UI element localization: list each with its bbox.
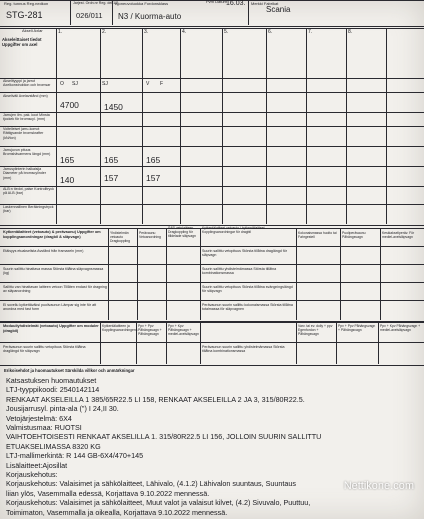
coupling-col-line [200, 228, 201, 320]
note-line: LTJ-mallimerkintä: R 144 GB-6X4/470+145 [6, 451, 144, 461]
axle-number-2: 2. [102, 29, 107, 35]
note-line: Jousijarrusyl. pinta-ala (") I 24,II 30. [6, 404, 119, 414]
grid-line [0, 186, 424, 187]
modular-col: Ppv + Ppv Påhängsvagn + Påhängsvagn [138, 324, 162, 337]
brand-value: Scania [266, 5, 291, 14]
note-line: Katsastuksen huomautukset [6, 376, 97, 385]
row-label: Jarrujuvun pituus Bromshävarmens längd (mm) [3, 148, 51, 157]
type-value: N3 / Kuorma-auto [118, 12, 182, 21]
coupling-col-line [296, 228, 297, 320]
coupling-col-line [108, 228, 109, 320]
row-label: Jarrujen ilm. pak. koot Minsta tjockek för bromscyl. (mm) [3, 113, 50, 122]
axle-number-1: 1. [58, 29, 63, 35]
row-label: Jarrusylinterin halkaisija Diameter på bromscylinder (mm) [3, 167, 46, 180]
coupling-col-line [340, 228, 341, 320]
modular-col: Varv. tai ev. dolly + ppv Egenfordon + Påhängsvagn [298, 324, 333, 337]
coupling-row: Sallittu van hinattavan laitteen vetoon Tillåten endast för dragning av släpanordning [3, 285, 107, 294]
notes-body [6, 376, 321, 517]
axle-number-8: 8. [348, 29, 353, 35]
cell-value: 165 [104, 155, 119, 165]
coupling-cell: Suurin sallittu vetopituus Största tillåtna draglängd för släpvagn [202, 249, 287, 258]
note-line: ETUAKSELIMASSA 8320 KG [6, 441, 101, 451]
note-line: Lisälaitteet:Ajosillat [6, 460, 68, 470]
axle-number-6: 6. [268, 29, 273, 35]
coupling-col: Perävaunu Vetoanordning [139, 231, 161, 240]
coupling-col: SAP-vetolaitteen Dragkoppling för tilldelade släpvagn [168, 226, 196, 239]
row-label: ALB:n tiedot, palse Kontrolltryck på ALB (bar) [3, 187, 54, 196]
cell-value: 157 [104, 173, 119, 183]
note-line: Toimimaton, Vasemmalla ja oikealla, Korjattava 9.10.2022 mennessä. [6, 507, 228, 517]
axle-section-title: Akseleittaiset tiedot Uppgifter om axel [2, 37, 42, 47]
coupling-col: Keskiakseliperäv. För mediel-axelsläpvagn [382, 231, 415, 240]
cell-value: 1450 [104, 102, 123, 112]
grid-line [0, 112, 424, 113]
grid-line [0, 126, 424, 127]
grid-line [0, 78, 424, 79]
coupling-col: Yhdistelmän vetoauto Dragkoppling [110, 231, 130, 244]
modular-title: Moduuliyhdistelmät (vetoauto) Uppgifter om moduler (dragbil) [3, 324, 99, 333]
coupling-col: Kytkentälaitteet vetoauto / kytkentälaitteet Kopplingsanordningar för dragbil [202, 226, 265, 235]
note-line: LTJ-tyyppikoodi: 2540142114 [6, 385, 100, 395]
modular-row: Perävaunun suurin sallittu vetopituus Största tillåtna draglängd för släpvagn [3, 345, 86, 354]
cell-value: 4700 [60, 100, 79, 110]
sub-code-f: F [160, 81, 164, 87]
coupling-row: Ei sovellu kytkettäväksi puolivaunun Lämpar sig inte för att anordna med fast form [3, 303, 97, 312]
modular-col: Kytkentälaitteen ja Kopplingsanordningens [102, 324, 138, 333]
grid-line [0, 92, 424, 93]
modular-col-line [296, 322, 297, 364]
coupling-col: Puoliperävaunu Påhängsvagn [342, 231, 366, 240]
cell-value: 165 [146, 155, 161, 165]
note-line: Vetojärjestelmä: 6X4 [6, 413, 72, 423]
modular-col-line [378, 322, 379, 364]
row-label: Akselityyppi ja jarrut Axelkonstruktion och bromsar [3, 79, 51, 88]
modular-col-line [100, 322, 101, 364]
modular-col-line [166, 322, 167, 364]
watermark: Nettikone.com [343, 480, 414, 492]
modular-col-line [336, 322, 337, 364]
axle-header: Akseli Axlar [22, 28, 43, 33]
axle-number-7: 7. [308, 29, 313, 35]
notes-title: Erikoisehdot ja huomautukset Särskilda villkor och anmärkningar [4, 368, 135, 373]
note-line: VAIHTOEHTOISESTI RENKAAT AKSELILLA 1. 315/80R22.5 LI 156, JOLLOIN SUURIN SALLITTU [6, 432, 322, 442]
header-divider [248, 0, 249, 25]
coupling-col-line [137, 228, 138, 320]
brand-label: Merkki Fabrikat [251, 1, 279, 6]
coupling-cell: Suurin sallittu yhdistelmämassa Största tillåtna kombinationsmassa [202, 267, 277, 276]
grid-line [0, 282, 424, 283]
axle-grid [0, 28, 424, 226]
coupling-cell: Suurin sallittu vetopituus Största tillåtna svängningslängd för släpvagn [202, 285, 293, 294]
coupling-col-line [166, 228, 167, 320]
note-line: Korjauskehotus: Valaisimet ja sähkölaitteet, Lähivalo, (4.1.2) Lähivalon suuntaus, Suuntaus [6, 479, 296, 489]
grid-line [0, 264, 424, 265]
grid-line [0, 146, 424, 147]
grid-line [0, 342, 424, 343]
modular-col: Ppv + Ppv Påhängsvagn + Påhängsvagn [338, 324, 376, 333]
modular-col: Ppv + Kpv Påhängsvagn + mediel-axelsläpvagn [380, 324, 421, 333]
axle-number-3: 3. [144, 29, 149, 35]
grid-line [0, 166, 424, 167]
modular-col: Ppv + Kpv Påhängsvagn + mediel-axelsläpvagn [168, 324, 199, 337]
coupling-row: Suurin sallittu hinattava massa Största tillåtna släpvagnsmassa (kg) [3, 267, 104, 276]
coupling-row: Etäisyys etuakselista Avstånd från framaxeln (mm) [3, 249, 84, 253]
coupling-col: Kokonaismassa huolto tai Fahrgestell [298, 231, 337, 240]
modular-row: Perävaunun suurin sallittu yhdistelmämassa Största tillåtna kombinationsmassa [202, 345, 285, 354]
coupling-title: Kytkentälaitteet (vetoauto) & perävaunu) Uppgifter om kopplingsanordningar (dragbil & släpvagn) [3, 230, 101, 239]
header-divider [70, 0, 71, 25]
note-line: liian ylös, Vasemmalla edessä, Korjattava 9.10.2022 mennessä. [6, 488, 210, 498]
sub-code-sj-2: SJ [102, 81, 108, 87]
grid-line [0, 300, 424, 301]
axle-number-5: 5. [224, 29, 229, 35]
coupling-col-line [380, 228, 381, 320]
cell-value: 157 [146, 173, 161, 183]
coupling-cell: Perävaunun suurin sallittu kokonaismassa Största tillåtna totalmassa för släpvagnen [202, 303, 293, 312]
cell-value: 140 [60, 175, 75, 185]
row-label: Laskennallinen Beräkningstryck (bar) [3, 205, 54, 214]
row-label: Voitelleiset jarru-komot Rättigvande bromskrafter (kN/ton) [3, 127, 44, 140]
reg-value: STG-281 [6, 10, 43, 20]
header-box [0, 0, 424, 27]
sub-code-v: V [146, 81, 150, 87]
reg-date-value: 026/011 [76, 11, 103, 20]
modular-col-line [200, 322, 201, 364]
grid-line [0, 246, 424, 247]
sub-code-o: O [60, 81, 64, 87]
sub-code-sj: SJ [72, 81, 78, 87]
axle-number-4: 4. [182, 29, 187, 35]
note-line: Valmistusmaa: RUOTSI [6, 423, 82, 433]
note-line: RENKAAT AKSELEILLA 1 385/65R22.5 LI 158, RENKAAT AKSELEILLA 2 JA 3, 315/80R22.5. [6, 394, 305, 404]
cell-value: 165 [60, 155, 75, 165]
grid-line [0, 204, 424, 205]
date-value: 16.03. [226, 0, 246, 7]
reg-label: Reg. tunnus Reg.nedkon [4, 1, 49, 6]
date-label: Pvm Datum [206, 0, 227, 4]
type-label: Ajoneuvoluokka Fordonsklass [115, 1, 169, 6]
row-label: Akseliväli Axelavstånd (mm) [3, 94, 48, 98]
note-line: Korjauskehotus: Valaisimet ja sähkölaitteet, Muut valot ja valaisut kilvet, (4.2) Sivuvalo, Puuttuu, [6, 498, 311, 508]
reg-date-label: Jarjest. Ordn.nr Reg. del 1/2 [73, 1, 119, 5]
note-line: Korjauskehotus: [6, 470, 58, 480]
